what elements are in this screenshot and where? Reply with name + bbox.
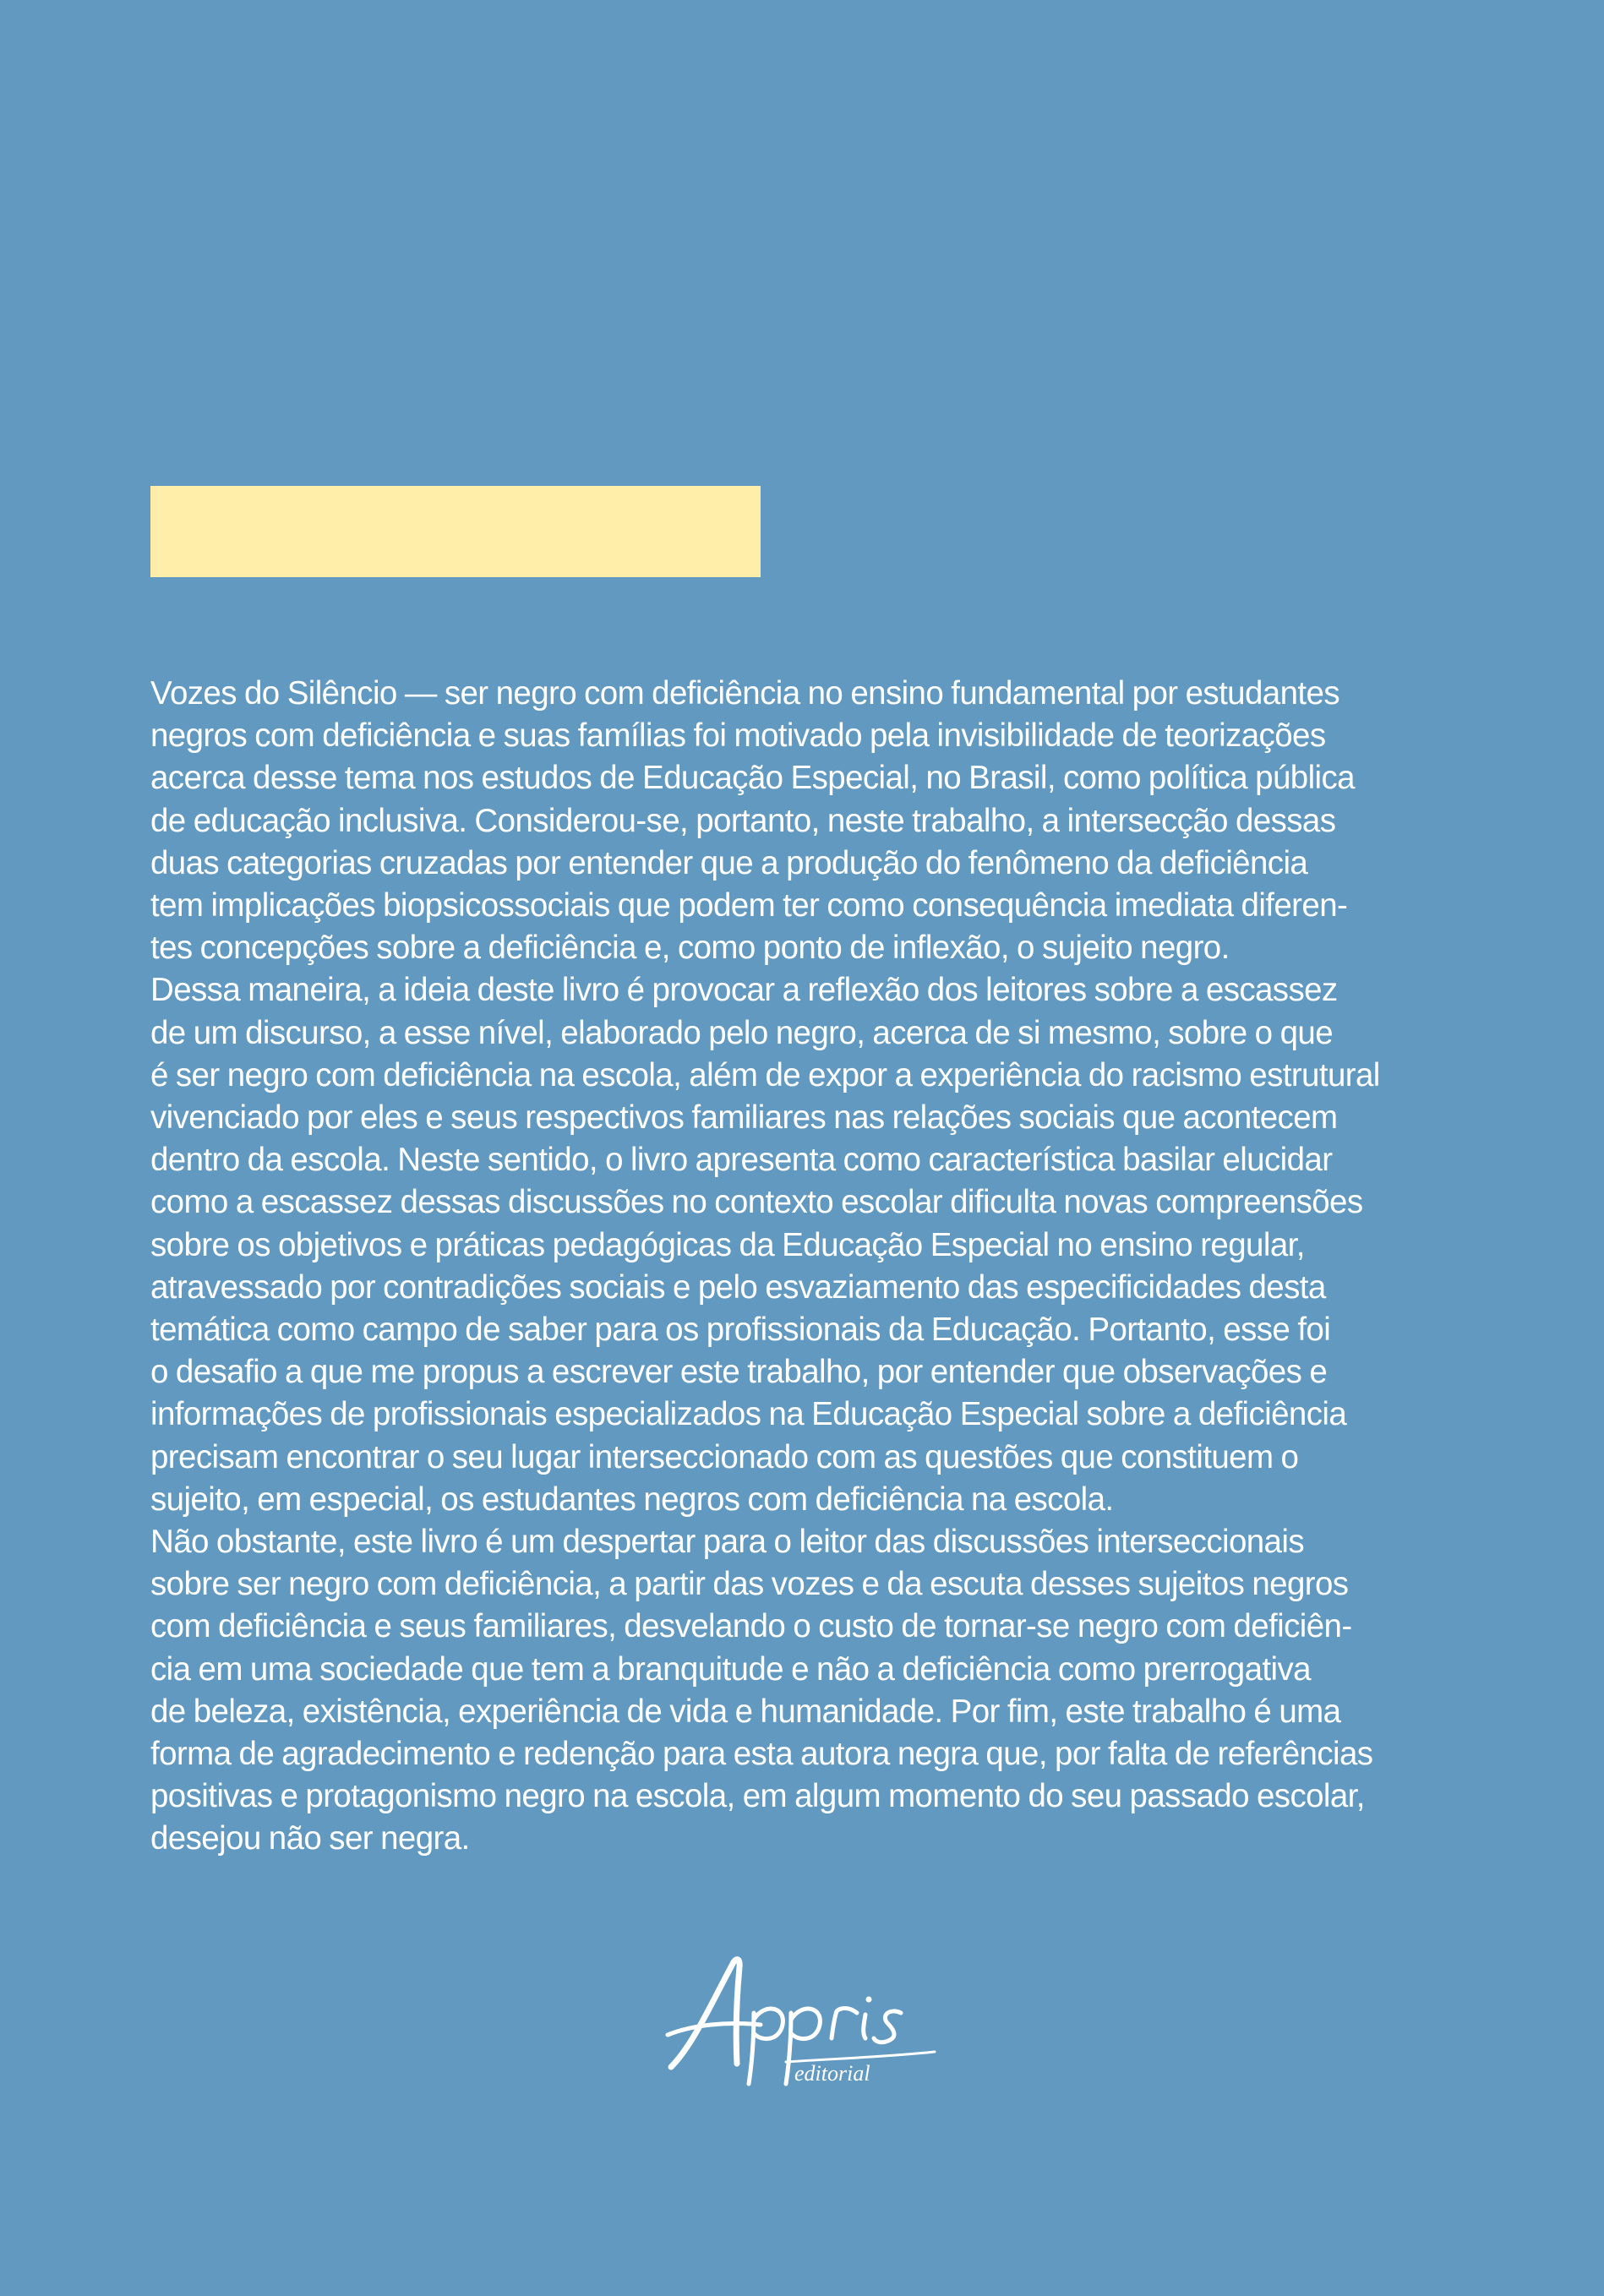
blurb-line: dentro da escola. Neste sentido, o livro apresenta como característica basilar elucidar xyxy=(150,1142,1333,1179)
logo-sub-text: editorial xyxy=(794,2061,870,2086)
blurb-line: atravessado por contradições sociais e pelo esvaziamento das especificidades desta xyxy=(150,1268,1326,1306)
blurb-line: acerca desse tema nos estudos de Educação Especial, no Brasil, como política pública xyxy=(150,760,1355,797)
blurb-line: de educação inclusiva. Considerou-se, portanto, neste trabalho, a intersecção dessas xyxy=(150,802,1336,839)
title-band xyxy=(150,486,761,577)
blurb-line: com deficiência e seus familiares, desvelando o custo de tornar-se negro com deficiên- xyxy=(150,1608,1352,1645)
blurb-line: tem implicações biopsicossociais que podem ter como consequência imediata diferen- xyxy=(150,887,1348,924)
blurb-line: o desafio a que me propus a escrever este trabalho, por entender que observações e xyxy=(150,1354,1328,1391)
blurb-line: duas categorias cruzadas por entender que a produção do fenômeno da deficiência xyxy=(150,844,1308,881)
blurb-line: negros com deficiência e suas famílias foi motivado pela invisibilidade de teorizações xyxy=(150,717,1326,755)
blurb-line: Não obstante, este livro é um despertar para o leitor das discussões interseccionais xyxy=(150,1524,1304,1561)
blurb-line: Vozes do Silêncio — ser negro com deficiência no ensino fundamental por estudantes xyxy=(150,675,1339,712)
blurb-line: vivenciado por eles e seus respectivos familiares nas relações sociais que acontecem xyxy=(150,1099,1338,1137)
blurb-line: desejou não ser negra. xyxy=(150,1820,470,1857)
back-cover-blurb xyxy=(150,673,1460,1861)
appris-logo-icon xyxy=(659,1944,947,2087)
appris-editorial-logo xyxy=(659,1944,947,2087)
blurb-line: de um discurso, a esse nível, elaborado pelo negro, acerca de si mesmo, sobre o que xyxy=(150,1014,1334,1051)
blurb-line: temática como campo de saber para os profissionais da Educação. Portanto, esse foi xyxy=(150,1312,1331,1349)
blurb-line: é ser negro com deficiência na escola, além de expor a experiência do racismo estrutural xyxy=(150,1056,1380,1093)
blurb-line: cia em uma sociedade que tem a branquitude e não a deficiência como prerrogativa xyxy=(150,1650,1311,1688)
blurb-line: Dessa maneira, a ideia deste livro é provocar a reflexão dos leitores sobre a escassez xyxy=(150,972,1338,1009)
blurb-line: sujeito, em especial, os estudantes negros com deficiência na escola. xyxy=(150,1481,1114,1518)
blurb-line: como a escassez dessas discussões no contexto escolar dificulta novas compreensões xyxy=(150,1184,1363,1221)
blurb-line: tes concepções sobre a deficiência e, como ponto de inflexão, o sujeito negro. xyxy=(150,930,1230,967)
blurb-line: forma de agradecimento e redenção para esta autora negra que, por falta de referências xyxy=(150,1736,1373,1773)
blurb-line: sobre os objetivos e práticas pedagógicas da Educação Especial no ensino regular, xyxy=(150,1226,1305,1263)
blurb-line: informações de profissionais especializados na Educação Especial sobre a deficiência xyxy=(150,1396,1347,1433)
blurb-line: positivas e protagonismo negro na escola, em algum momento do seu passado escolar, xyxy=(150,1778,1365,1815)
blurb-line: precisam encontrar o seu lugar interseccionado com as questões que constituem o xyxy=(150,1438,1299,1475)
blurb-line: sobre ser negro com deficiência, a partir das vozes e da escuta desses sujeitos negros xyxy=(150,1566,1349,1603)
blurb-line: de beleza, existência, experiência de vida e humanidade. Por fim, este trabalho é uma xyxy=(150,1693,1341,1730)
